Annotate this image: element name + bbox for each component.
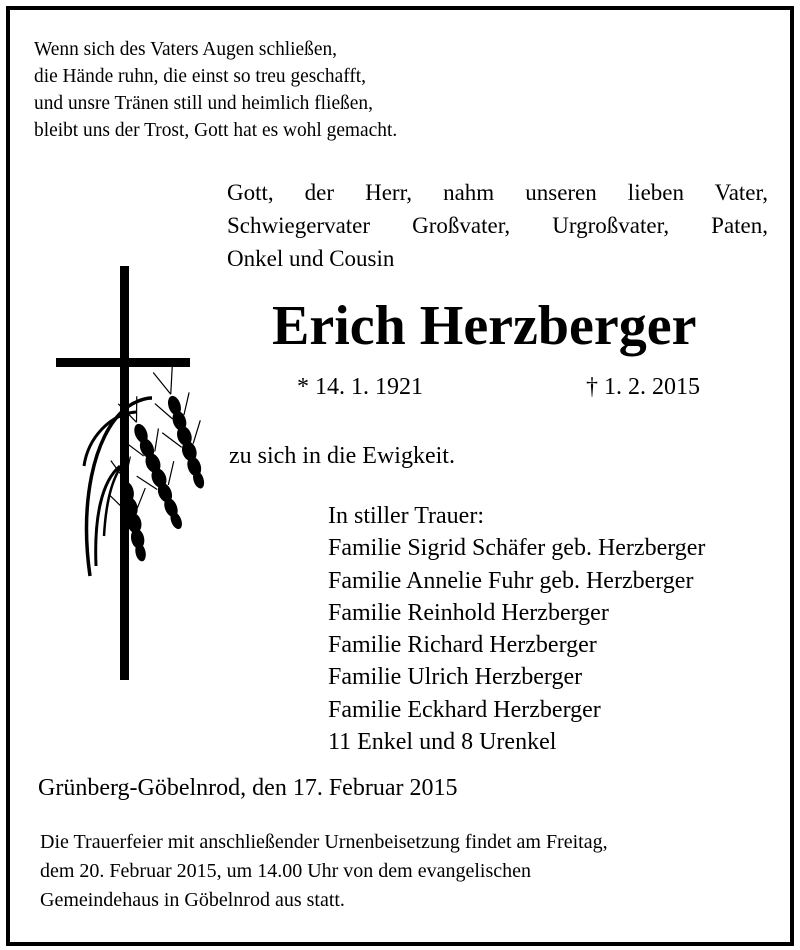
death-date: † 1. 2. 2015 xyxy=(586,374,700,400)
poem-line: die Hände ruhn, die einst so treu geschafft, xyxy=(34,65,367,87)
service-line: Gemeindehaus in Göbelnrod aus statt. xyxy=(40,889,345,911)
mourner-family: Familie Annelie Fuhr geb. Herzberger xyxy=(328,567,694,594)
cross-with-wheat-icon xyxy=(54,266,214,686)
mourner-family: Familie Ulrich Herzberger xyxy=(328,664,583,691)
mourners-list xyxy=(328,500,705,758)
mourner-family: Familie Reinhold Herzberger xyxy=(328,599,609,626)
intro-line: Onkel und Cousin xyxy=(227,246,395,271)
mourner-family: Familie Eckhard Herzberger xyxy=(328,696,601,723)
place-and-date: Grünberg-Göbelnrod, den 17. Februar 2015 xyxy=(38,775,458,801)
service-line: dem 20. Februar 2015, um 14.00 Uhr von dem evangelischen xyxy=(40,860,532,882)
intro-line: Schwiegervater Großvater, Urgroßvater, Paten, xyxy=(227,213,768,238)
service-line: Die Trauerfeier mit anschließender Urnenbeisetzung findet am Freitag, xyxy=(40,831,608,853)
mourner-family: 11 Enkel und 8 Urenkel xyxy=(328,729,557,756)
mourners-heading: In stiller Trauer: xyxy=(328,503,484,529)
poem-line: bleibt uns der Trost, Gott hat es wohl gemacht. xyxy=(34,119,398,141)
mourner-family: Familie Richard Herzberger xyxy=(328,632,597,659)
birth-date: * 14. 1. 1921 xyxy=(297,374,423,400)
memorial-poem xyxy=(34,36,538,144)
eternity-text: zu sich in die Ewigkeit. xyxy=(229,443,455,469)
funeral-service-info xyxy=(40,828,760,915)
deceased-name: Erich Herzberger xyxy=(272,295,697,357)
announcement-intro xyxy=(227,176,768,275)
poem-line: Wenn sich des Vaters Augen schließen, xyxy=(34,38,338,60)
poem-line: und unsre Tränen still und heimlich fließen, xyxy=(34,92,373,114)
mourner-family: Familie Sigrid Schäfer geb. Herzberger xyxy=(328,535,706,562)
intro-line: Gott, der Herr, nahm unseren lieben Vater, xyxy=(227,180,768,205)
obituary-notice xyxy=(6,6,794,946)
